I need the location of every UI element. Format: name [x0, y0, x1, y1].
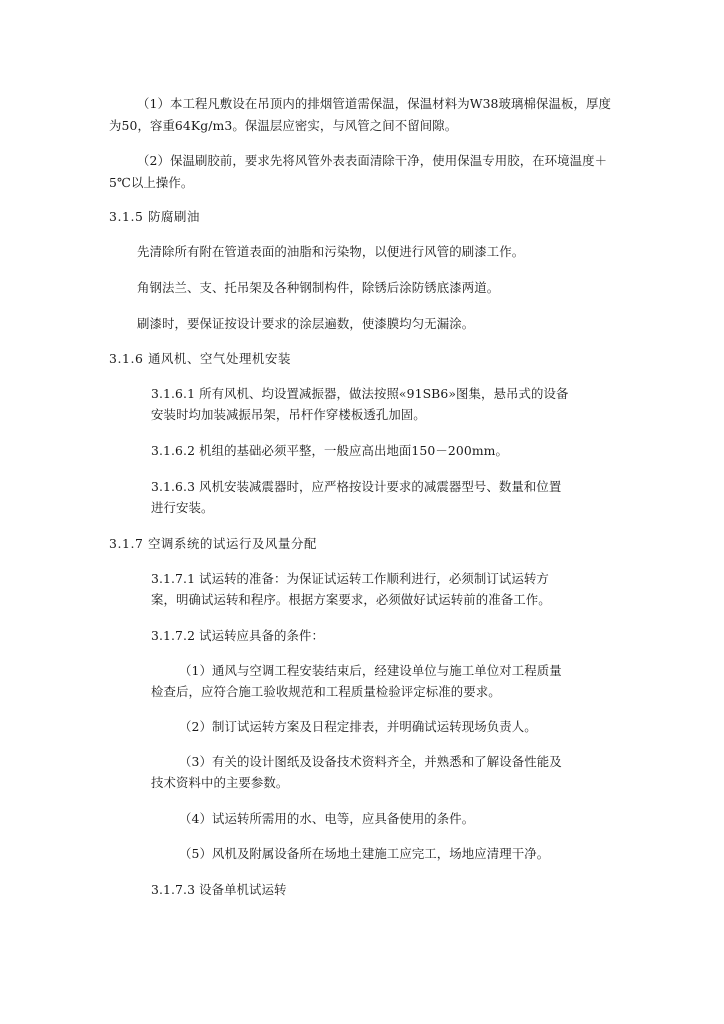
- section-3-1-5-paragraph-1: 先清除所有附在管道表面的油脂和污染物，以便进行风管的刷漆工作。: [137, 244, 525, 259]
- condition-2: （2）制订试运转方案及日程定排表，并明确试运转现场负责人。: [179, 719, 537, 734]
- condition-3-line2: 技术资料中的主要参数。: [151, 775, 289, 790]
- section-3-1-5-paragraph-2: 角钢法兰、支、托吊架及各种钢制构件，除锈后涂防锈底漆两道。: [137, 280, 500, 295]
- section-3-1-7-1-line1: 3.1.7.1 试运转的准备：为保证试运转工作顺利进行，必须制订试运转方: [151, 571, 549, 586]
- section-3-1-7-heading: 3.1.7 空调系统的试运行及风量分配: [109, 536, 317, 551]
- insulation-item2-line1: （2）保温刷胶前，要求先将风管外表表面清除干净，使用保温专用胶，在环境温度＋: [137, 153, 608, 168]
- section-3-1-7-2: 3.1.7.2 试运转应具备的条件：: [151, 628, 324, 643]
- condition-1-line1: （1）通风与空调工程安装结束后，经建设单位与施工单位对工程质量: [179, 663, 562, 678]
- section-3-1-7-1-line2: 案，明确试运转和程序。根据方案要求，必须做好试运转前的准备工作。: [151, 592, 551, 607]
- section-3-1-5-paragraph-3: 刷漆时，要保证按设计要求的涂层遍数，使漆膜均匀无漏涂。: [137, 316, 475, 331]
- section-3-1-5-heading: 3.1.5 防腐刷油: [109, 209, 201, 224]
- condition-4: （4）试运转所需用的水、电等，应具备使用的条件。: [179, 811, 475, 826]
- section-3-1-6-1-line1: 3.1.6.1 所有风机、均设置减振器，做法按照«91SB6»图集，悬吊式的设备: [151, 386, 569, 401]
- section-3-1-6-3-line1: 3.1.6.3 风机安装减震器时，应严格按设计要求的减震器型号、数量和位置: [151, 479, 562, 494]
- condition-5: （5）风机及附属设备所在场地土建施工应完工，场地应清理干净。: [179, 846, 550, 861]
- insulation-item1-line2: 为50，容重64Kg/m3。保温层应密实，与风管之间不留间隙。: [109, 118, 458, 133]
- condition-1-line2: 检查后，应符合施工验收规范和工程质量检验评定标准的要求。: [151, 684, 501, 699]
- insulation-item2-line2: 5℃以上操作。: [109, 175, 194, 190]
- section-3-1-6-3-line2: 进行安装。: [151, 500, 214, 515]
- insulation-item1-line1: （1）本工程凡敷设在吊顶内的排烟管道需保温，保温材料为W38玻璃棉保温板，厚度: [137, 96, 611, 111]
- section-3-1-6-1-line2: 安装时均加装减振吊架，吊杆作穿楼板透孔加固。: [151, 407, 426, 422]
- section-3-1-6-heading: 3.1.6 通风机、空气处理机安装: [109, 351, 291, 366]
- section-3-1-7-3: 3.1.7.3 设备单机试运转: [151, 882, 287, 897]
- section-3-1-6-2: 3.1.6.2 机组的基础必须平整，一般应高出地面150－200mm。: [151, 443, 509, 458]
- condition-3-line1: （3）有关的设计图纸及设备技术资料齐全，并熟悉和了解设备性能及: [179, 754, 562, 769]
